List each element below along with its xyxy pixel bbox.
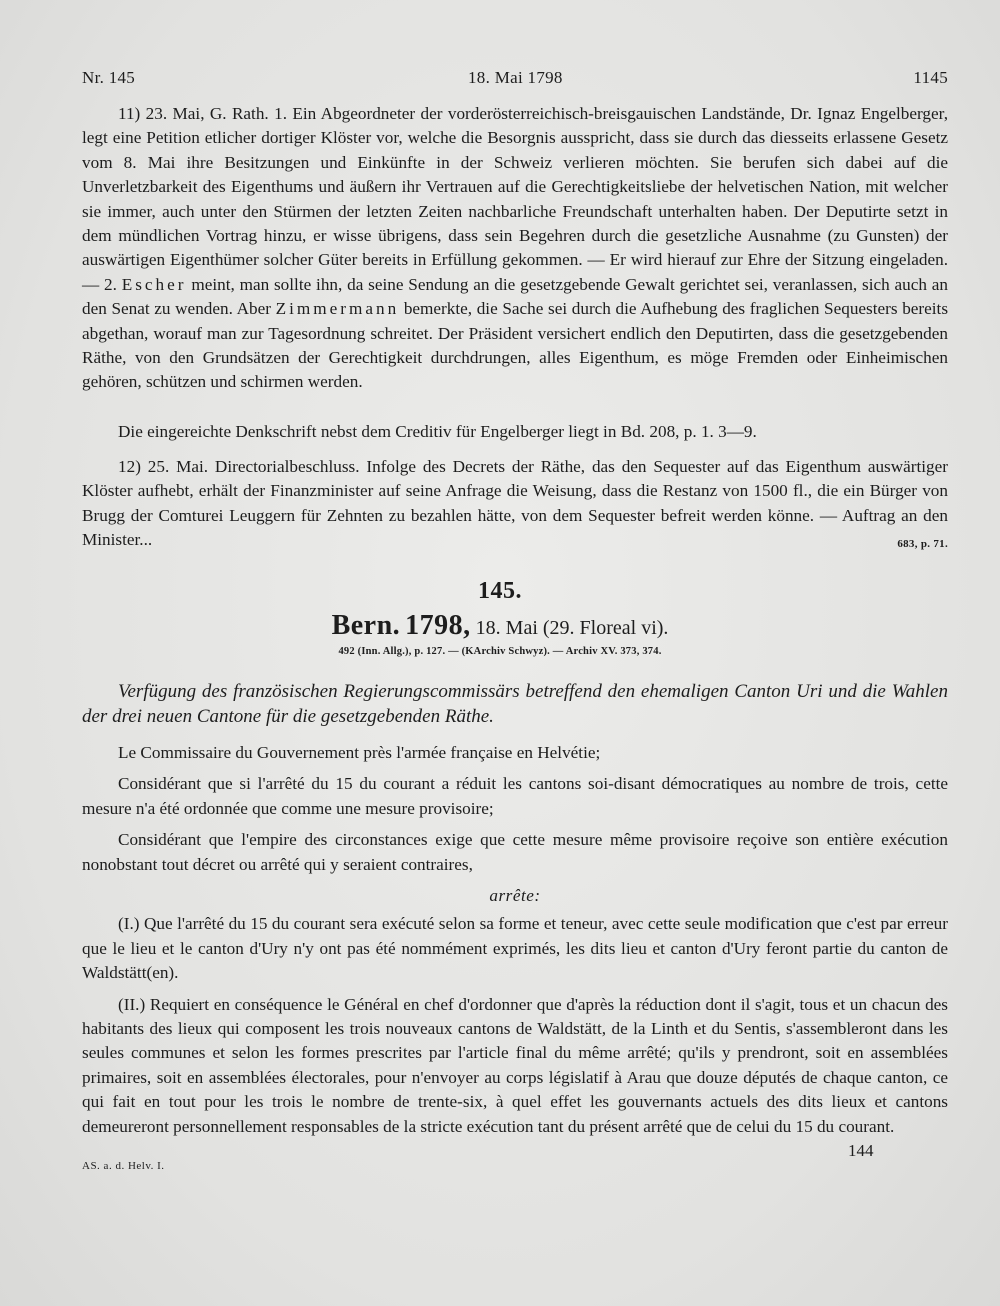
document-date: 18. Mai (29. Floreal vi). — [475, 617, 669, 639]
document-year: 1798, — [405, 610, 471, 641]
entry-11-text-c: bemerkte, die Sache sei durch die Aufhebung des fraglichen Sequesters bereits abgethan, worauf man zur Tagesordnung schreitet. Der Präsident versichert endlich den Deputirten, dass die gesetzgebenden Räthe, von den Grundsätzen der Gerechtigkeit durchdrungen, alles Eigenthum, es möge Fremden oder Einheimischen gehören, schützen und schirmen werden. — [82, 299, 949, 392]
header-date: 18. Mai 1798 — [468, 68, 563, 87]
document-number: 145. — [478, 578, 522, 604]
entry-11-text-a: 11) 23. Mai, G. Rath. 1. Ein Abgeordneter der vorderösterreichisch-breisgauischen Landstände, Dr. Ignaz Engelberger, legt eine Petition etlicher dortiger Klöster vor, welche die Besorgnis ausspricht, dass sie durch das diesseits erlassene Gesetz vom 8. Mai ihre Besitzungen und Einkünfte in der Schweiz verlieren möchten. Sie berufen sich dabei auf die Unverletzbarkeit des Eigenthums und äußern ihr Vertrauen auf die Gerechtigkeitsliebe der helvetischen Nation, mit welcher sie immer, auch unter den Stürmen der letzten Zeiten nachbarliche Freundschaft unterhalten haben. Der Deputirte setzt in dem mündlichen Vortrag hinzu, er wisse übrigens, dass sein Begehren durch die gesetzliche Ausnahme (zu Gunsten) der auswärtigen Eigenthümer solcher Güter bereits in Erfüllung gekommen. — Er wird hierauf zur Ehre der Sitzung eingeladen. — 2. — [82, 104, 948, 294]
speaker-escher: Escher — [121, 274, 187, 294]
entry-12 — [82, 455, 948, 557]
entry-11-text-b: meint, man sollte ihn, da seine Sendung an die gesetzgebende Gewalt gerichtet sei, veranlassen, sich auch an den Senat zu wenden. Aber — [82, 274, 949, 319]
page-header — [82, 68, 948, 94]
french-article-2: (II.) Requiert en conséquence le Général en chef d'ordonner que d'après la réduction dont il s'agit, tous et un chacun des habitants des lieux qui composent les trois nouveaux cantons de Waldstätt, de la Linth et du Sentis, s'assembleront dans les seules communes et selon les formes prescrites par l'article final du même arrêté; qu'ils y prendront, soit en assemblées primaires, soit en assemblées électorales, pour n'envoyer au corps législatif à Arau que douze députés de chaque canton, ce qui fait en tout pour les trois le nombre de trente-six, à quel effet les gouvernants actuels des dits lieux et cantons demeureront personnellement responsables de la stricte exécution tant du présent arrêté que de celui du 15 du courant. — [82, 994, 948, 1136]
header-page-number: 1145 — [913, 68, 948, 87]
document-place: Bern. — [331, 610, 401, 641]
footer-signature: AS. a. d. Helv. I. — [82, 1160, 165, 1172]
sheet-number: 144 — [848, 1141, 874, 1160]
archive-note — [82, 420, 948, 444]
document-place-date — [0, 610, 1000, 642]
entry-12-source: 683, p. 71. — [897, 538, 948, 551]
entry-12-text: 12) 25. Mai. Directorialbeschluss. Infolge des Decrets der Räthe, das den Sequester auf das Eigenthum auswärtiger Klöster aufhebt, erhält der Finanzminister auf seine Anfrage die Weisung, dass die Restanz von 1500 fl., die ein Bürger von Brugg der Comturei Leuggern für Zehnten zu bezahlen hätte, von dem Sequester befreit werden könne. — Auftrag an den Minister... — [82, 457, 948, 550]
french-paragraph-2: Considérant que si l'arrêté du 15 du courant a réduit les cantons soi-disant démocratiques au nombre de trois, cette mesure n'a été ordonnée que comme une mesure provisoire; — [82, 774, 948, 818]
archive-note-text: Die eingereichte Denkschrift nebst dem Creditiv für Engelberger liegt in Bd. 208, p. 1. 3—9. — [118, 422, 757, 441]
header-number: Nr. 145 — [82, 68, 136, 87]
french-text — [82, 741, 948, 1146]
entry-12-paragraph — [82, 455, 948, 553]
french-paragraph-3: Considérant que l'empire des circonstances exige que cette mesure même provisoire reçoive son entière exécution nonobstant tout décret ou arrêté qui y seraient contraires, — [82, 830, 948, 874]
entry-11 — [82, 102, 948, 395]
arrete-heading: arrête: — [489, 886, 541, 906]
entry-11-paragraph — [82, 102, 948, 395]
french-article-1: (I.) Que l'arrêté du 15 du courant sera exécuté selon sa forme et teneur, avec cette seule modification que c'est par erreur que le lieu et le canton d'Ury n'y ont pas été nommément exprimés, les dits lieu et canton d'Ury feront partie du canton de Waldstätt(en). — [82, 914, 948, 983]
french-paragraph-1: Le Commissaire du Gouvernement près l'armée française en Helvétie; — [118, 743, 601, 762]
speaker-zimmermann: Zimmermann — [275, 299, 400, 319]
document-title: Verfügung des französischen Regierungscommissärs betreffend den ehemaligen Canton Uri und die Wahlen der drei neuen Cantone für die gesetzgebenden Räthe. — [82, 681, 948, 727]
document-sources: 492 (Inn. Allg.), p. 127. — (KArchiv Schwyz). — Archiv XV. 373, 374. — [338, 646, 662, 657]
